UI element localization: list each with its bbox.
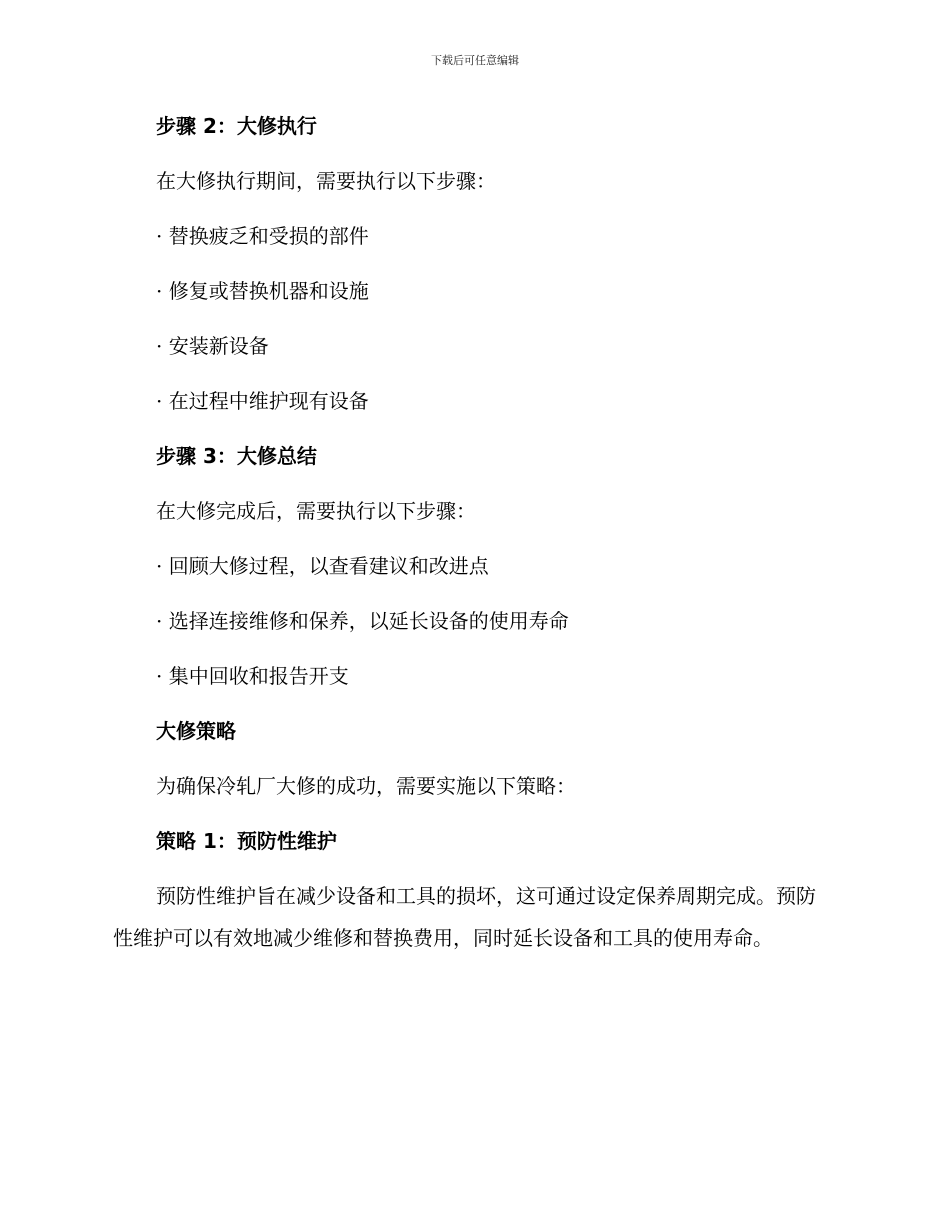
step2-list-item: · 在过程中维护现有设备 (156, 389, 369, 413)
step2-list-item: · 替换疲乏和受损的部件 (156, 224, 369, 248)
strategy-intro: 为确保冷轧厂大修的成功，需要实施以下策略： (156, 774, 576, 798)
page-header: 下载后可任意编辑 (431, 54, 519, 67)
step3-list-item: · 回顾大修过程，以查看建议和改进点 (156, 554, 489, 578)
document-body (113, 108, 833, 959)
step2-list-item: · 修复或替换机器和设施 (156, 279, 369, 303)
strategy-heading: 大修策略 (156, 719, 236, 743)
step3-intro: 在大修完成后，需要执行以下步骤： (156, 499, 476, 523)
step2-intro: 在大修执行期间，需要执行以下步骤： (156, 169, 496, 193)
step2-heading: 步骤 2：大修执行 (156, 114, 317, 138)
strategy1-paragraph: 预防性维护旨在减少设备和工具的损坏，这可通过设定保养周期完成。预防性维护可以有效地减少维修和替换费用，同时延长设备和工具的使用寿命。 (113, 884, 816, 950)
step2-list-item: · 安装新设备 (156, 334, 269, 358)
strategy1-heading: 策略 1：预防性维护 (156, 829, 337, 853)
step3-list-item: · 集中回收和报告开支 (156, 664, 349, 688)
step3-list-item: · 选择连接维修和保养，以延长设备的使用寿命 (156, 609, 569, 633)
step3-heading: 步骤 3：大修总结 (156, 444, 317, 468)
